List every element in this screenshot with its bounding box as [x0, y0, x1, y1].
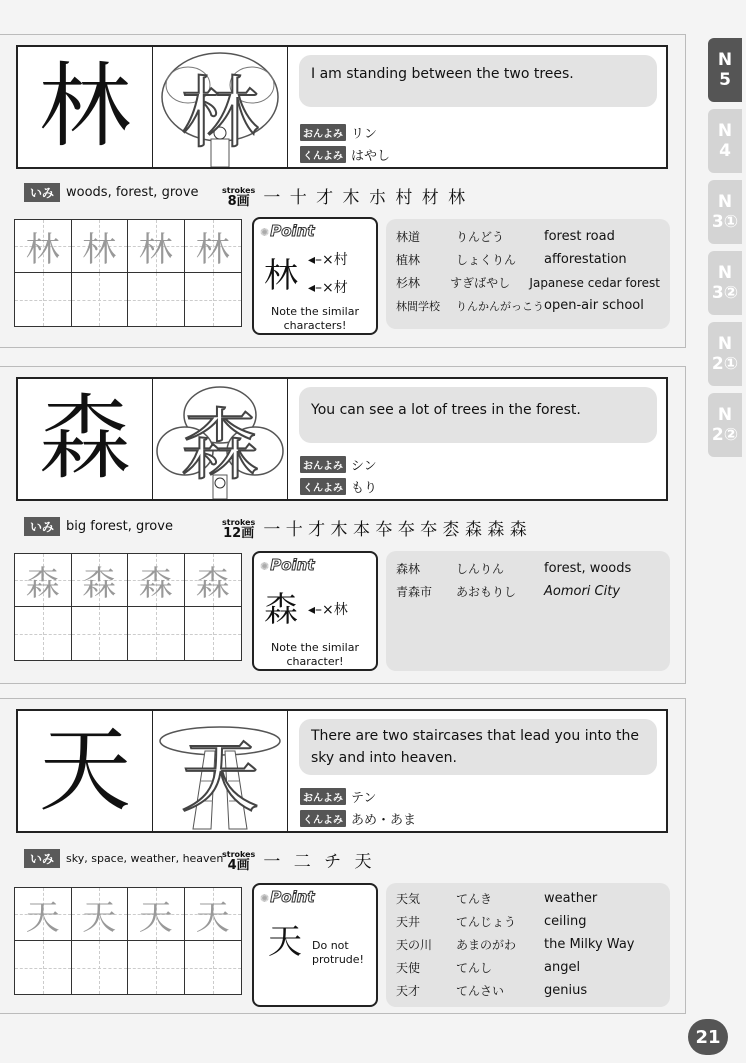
- kunyomi-row: [300, 145, 390, 164]
- stroke-order-row: [222, 515, 527, 540]
- point-label: ✺Point: [260, 888, 315, 906]
- point-note: Do not protrude!: [312, 939, 364, 966]
- strokes-label: strokes: [222, 518, 256, 527]
- meaning-row: [24, 849, 223, 868]
- tab-n2-2[interactable]: N 2②: [708, 393, 742, 457]
- tab-n4[interactable]: N 4: [708, 109, 742, 173]
- practice-grid: [14, 219, 242, 327]
- point-kanji: 天: [268, 922, 302, 962]
- similar-char-1: ◂–×林: [308, 602, 348, 618]
- illustration-kanji: 天: [180, 733, 259, 823]
- tree-illustration: [153, 379, 288, 499]
- point-box: [252, 551, 378, 671]
- point-box: [252, 217, 378, 335]
- kunyomi-row: [300, 809, 416, 828]
- onyomi-row: [300, 123, 377, 142]
- strokes-number: 8画: [227, 194, 250, 209]
- mnemonic-text: You can see a lot of trees in the forest.: [299, 387, 657, 443]
- meaning-tag: いみ: [24, 183, 60, 202]
- stroke-sequence: 一 十 才 木 朩 村 材 林: [263, 188, 468, 208]
- practice-cell-empty: [15, 607, 72, 660]
- kanji-header-box: [16, 377, 668, 501]
- arrow-icon: ◂–: [308, 602, 323, 618]
- mnemonic-text: I am standing between the two trees.: [299, 55, 657, 107]
- practice-cell: 天: [15, 888, 72, 941]
- practice-cell-empty: [128, 607, 185, 660]
- meaning-row: [24, 517, 173, 536]
- vocab-box: [386, 551, 670, 671]
- practice-cell: 森: [185, 554, 242, 607]
- practice-cell-empty: [128, 941, 185, 994]
- practice-cell-empty: [72, 941, 129, 994]
- stroke-count: [222, 187, 255, 208]
- vocab-row: 植林 しょくりん afforestation: [396, 252, 627, 267]
- vocab-row: 杉林 すぎばやし Japanese cedar forest: [396, 275, 660, 290]
- main-kanji: 森: [18, 379, 153, 499]
- onyomi-value: テン: [351, 791, 377, 806]
- meaning-row: [24, 183, 199, 202]
- practice-cell: 林: [128, 220, 185, 273]
- kanji-card-rin: [0, 34, 686, 348]
- vocab-row: 青森市 あおもりし Aomori City: [396, 584, 621, 599]
- onyomi-value: リン: [351, 127, 378, 142]
- vocab-row: 林道 りんどう forest road: [396, 229, 615, 244]
- stairs-illustration: [153, 711, 288, 831]
- level-tabs: [708, 38, 746, 464]
- kunyomi-tag: くんよみ: [300, 478, 346, 495]
- practice-cell-empty: [72, 273, 129, 326]
- practice-cell: 天: [72, 888, 129, 941]
- stroke-count: [222, 519, 255, 540]
- tab-n5[interactable]: N 5: [708, 38, 742, 102]
- point-box: [252, 883, 378, 1007]
- illustration-kanji: 森: [180, 401, 259, 491]
- sun-icon: ✺: [260, 892, 270, 905]
- kunyomi-row: [300, 477, 377, 496]
- onyomi-tag: おんよみ: [300, 456, 346, 473]
- practice-cell: 林: [72, 220, 129, 273]
- onyomi-tag: おんよみ: [300, 788, 346, 805]
- vocab-row: 林間学校 りんかんがっこう open-air school: [396, 298, 644, 313]
- practice-grid: [14, 553, 242, 661]
- kunyomi-value: もり: [351, 481, 378, 496]
- practice-cell-empty: [15, 941, 72, 994]
- kanji-header-box: [16, 709, 668, 833]
- point-label: ✺Point: [260, 222, 315, 240]
- stroke-count: [222, 851, 255, 872]
- vocab-row: 天気 てんき weather: [396, 891, 598, 906]
- kanji-card-ten: [0, 698, 686, 1014]
- strokes-label: strokes: [222, 186, 256, 195]
- kunyomi-tag: くんよみ: [300, 810, 346, 827]
- meaning-tag: いみ: [24, 849, 60, 868]
- tab-n3-2[interactable]: N 3②: [708, 251, 742, 315]
- strokes-number: 4画: [227, 858, 250, 873]
- stroke-sequence: 一 二 チ 天: [263, 852, 376, 872]
- kunyomi-tag: くんよみ: [300, 146, 346, 163]
- practice-cell-empty: [185, 273, 242, 326]
- stroke-order-row: [222, 183, 467, 208]
- practice-cell: 林: [15, 220, 72, 273]
- tab-n3-1[interactable]: N 3①: [708, 180, 742, 244]
- practice-cell-empty: [185, 941, 242, 994]
- vocab-box: [386, 883, 670, 1007]
- vocab-row: 森林 しんりん forest, woods: [396, 561, 632, 576]
- tab-n2-1[interactable]: N 2①: [708, 322, 742, 386]
- point-note: Note the similar character!: [271, 641, 359, 668]
- practice-cell: 森: [15, 554, 72, 607]
- kanji-card-shin: [0, 366, 686, 684]
- strokes-label: strokes: [222, 850, 256, 859]
- strokes-number: 12画: [223, 526, 255, 541]
- practice-cell-empty: [128, 273, 185, 326]
- vocab-row: 天井 てんじょう ceiling: [396, 914, 587, 929]
- illustration-kanji: 林: [180, 69, 259, 159]
- sun-icon: ✺: [260, 226, 270, 239]
- practice-cell: 森: [72, 554, 129, 607]
- point-note: Note the similar characters!: [271, 305, 359, 332]
- practice-cell-empty: [185, 607, 242, 660]
- meaning-text: sky, space, weather, heaven: [66, 852, 224, 865]
- practice-cell: 森: [128, 554, 185, 607]
- arrow-icon: ◂–: [308, 252, 323, 268]
- practice-cell: 林: [185, 220, 242, 273]
- similar-char-2: ◂–×材: [308, 280, 348, 296]
- stroke-sequence: 一 十 才 木 本 夲 夲 夲 枩 森 森 森: [263, 520, 527, 540]
- practice-cell: 天: [185, 888, 242, 941]
- vocab-row: 天才 てんさい genius: [396, 983, 588, 998]
- practice-cell-empty: [72, 607, 129, 660]
- sun-icon: ✺: [260, 560, 270, 573]
- point-kanji: 林: [264, 256, 298, 296]
- point-kanji: 森: [264, 590, 298, 630]
- onyomi-tag: おんよみ: [300, 124, 346, 141]
- kunyomi-value: はやし: [351, 149, 391, 164]
- practice-cell: 天: [128, 888, 185, 941]
- vocab-box: [386, 219, 670, 329]
- kanji-header-box: [16, 45, 668, 169]
- similar-char-1: ◂–×村: [308, 252, 348, 268]
- practice-grid: [14, 887, 242, 995]
- mnemonic-text: There are two staircases that lead you into the sky and into heaven.: [299, 719, 657, 775]
- onyomi-row: [300, 455, 377, 474]
- kunyomi-value: あめ・あま: [351, 813, 417, 828]
- main-kanji: 林: [18, 47, 153, 167]
- onyomi-row: [300, 787, 376, 806]
- vocab-row: 天使 てんし angel: [396, 960, 581, 975]
- point-label: ✺Point: [260, 556, 315, 574]
- meaning-text: big forest, grove: [66, 519, 173, 534]
- meaning-text: woods, forest, grove: [66, 185, 199, 200]
- vocab-row: 天の川 あまのがわ the Milky Way: [396, 937, 635, 952]
- stroke-order-row: [222, 847, 376, 872]
- practice-cell-empty: [15, 273, 72, 326]
- meaning-tag: いみ: [24, 517, 60, 536]
- page-number: 21: [688, 1019, 728, 1055]
- arrow-icon: ◂–: [308, 280, 323, 296]
- onyomi-value: シン: [351, 459, 377, 474]
- tree-illustration: [153, 47, 288, 167]
- main-kanji: 天: [18, 711, 153, 831]
